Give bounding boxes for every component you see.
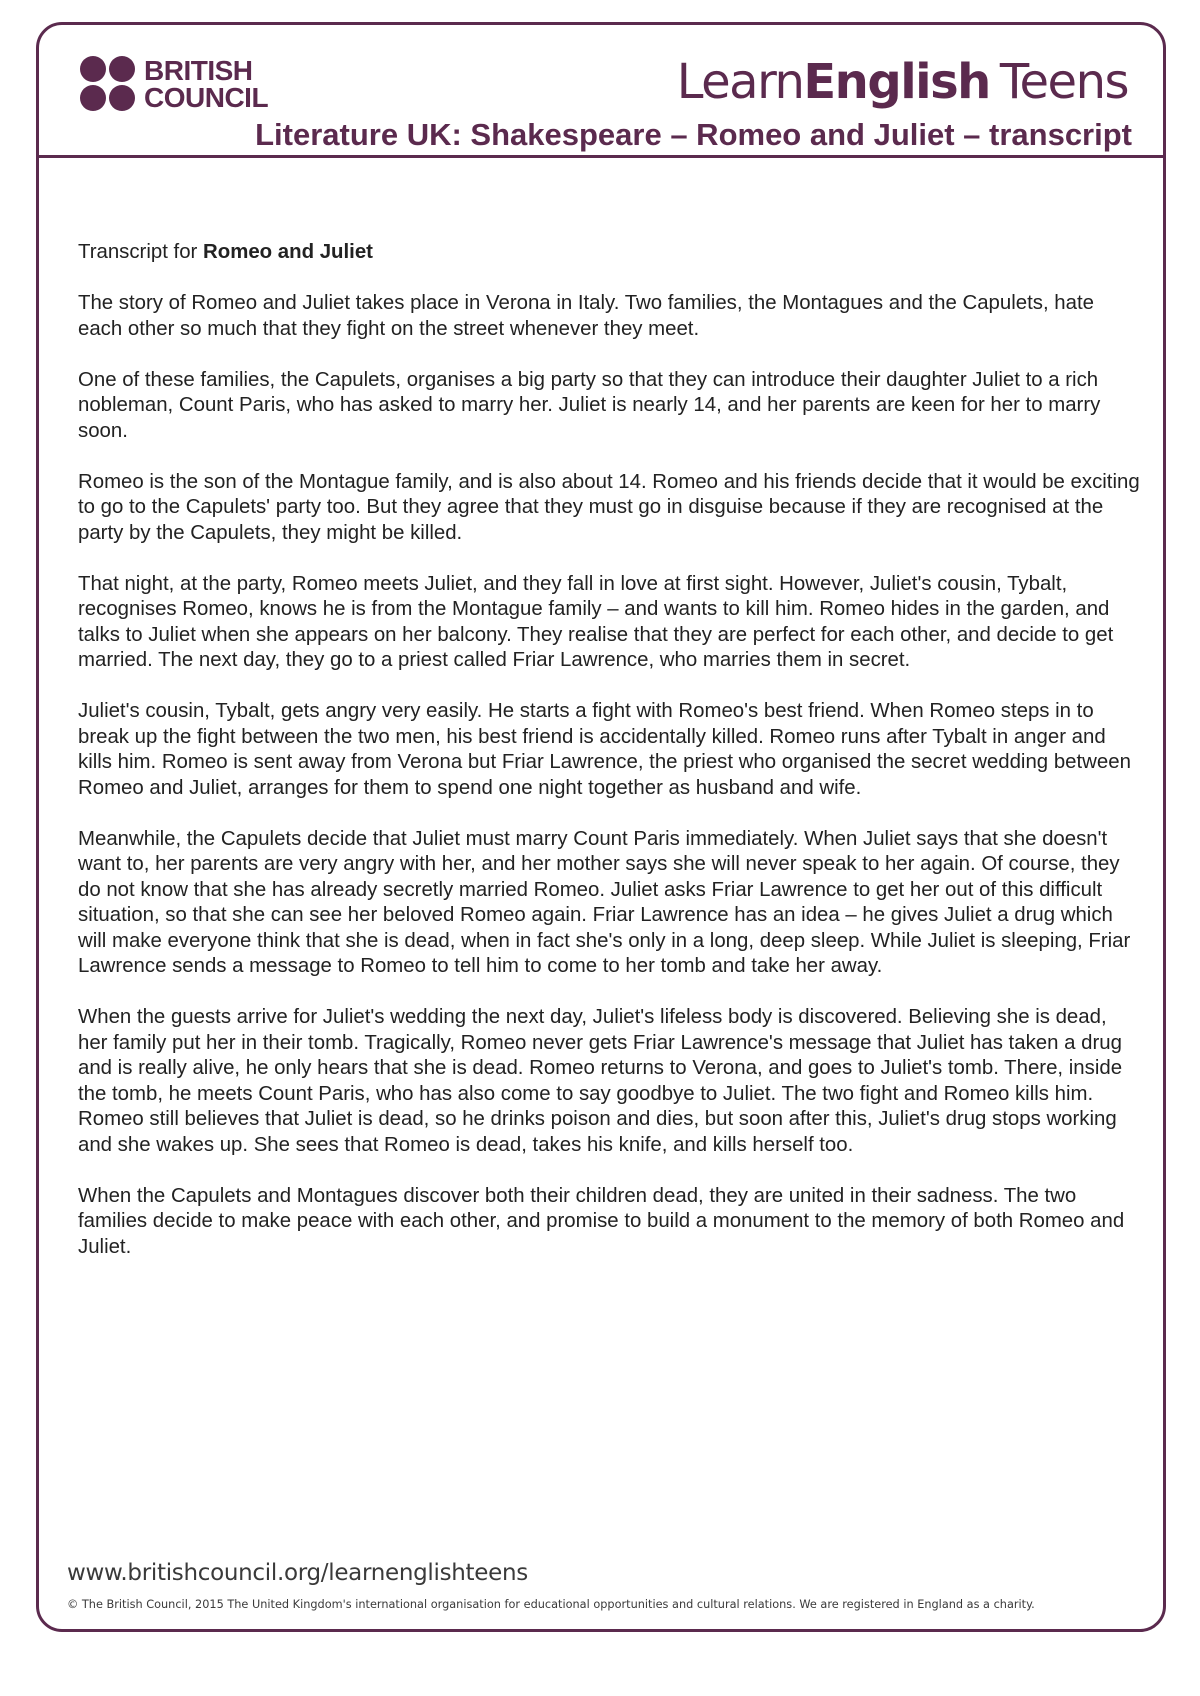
logo-wordmark	[144, 54, 269, 113]
brand-teens: Teens	[999, 54, 1128, 110]
paragraph: When the guests arrive for Juliet's wedding the next day, Juliet's lifeless body is discovered. Believing she is dead, her family put her in their tomb. Tragically, Romeo never gets Friar Lawrence's message that Juliet has taken a drug and is really alive, he only hears that she is dead. Romeo returns to Verona, and goes to Juliet's tomb. There, inside the tomb, he meets Count Paris, who has also come to say goodbye to Juliet. The two fight and Romeo kills him. Romeo still believes that Juliet is dead, so he drinks poison and dies, but soon after this, Juliet's drug stops working and she wakes up. She sees that Romeo is dead, takes his knife, and kills herself too.	[78, 1006, 1123, 1156]
header-divider	[36, 155, 1166, 158]
logo-dot	[109, 85, 135, 111]
document-title: Literature UK: Shakespeare – Romeo and Juliet – transcript	[255, 117, 1132, 152]
paragraph: One of these families, the Capulets, organises a big party so that they can introduce their daughter Juliet to a rich nobleman, Count Paris, who has asked to marry her. Juliet is nearly 14, and her parents are keen for her to marry soon.	[78, 368, 1101, 442]
footer-copyright: © The British Council, 2015 The United Kingdom's international organisation for educational opportunities and cultural relations. We are registered in England as a charity.	[67, 1598, 1035, 1611]
intro-prefix: Transcript for	[78, 241, 204, 263]
logo-line-1: BRITISH	[144, 54, 253, 86]
paragraph: Meanwhile, the Capulets decide that Juliet must marry Count Paris immediately. When Juliet says that she doesn't want to, her parents are very angry with her, and her mother says she will never speak to her again. Of course, they do not know that she has already secretly married Romeo. Juliet asks Friar Lawrence to get her out of this difficult situation, so that she can see her beloved Romeo again. Friar Lawrence has an idea – he gives Juliet a drug which will make everyone think that she is dead, when in fact she's only in a long, deep sleep. While Juliet is sleeping, Friar Lawrence sends a message to Romeo to tell him to come to her tomb and take her away.	[78, 827, 1131, 977]
paragraph: Juliet's cousin, Tybalt, gets angry very easily. He starts a fight with Romeo's best friend. When Romeo steps in to break up the fight between the two men, his best friend is accidentally killed. Romeo runs after Tybalt in anger and kills him. Romeo is sent away from Verona but Friar Lawrence, the priest who organised the secret wedding between Romeo and Juliet, arranges for them to spend one night together as husband and wife.	[78, 700, 1131, 799]
transcript-body	[78, 240, 1140, 1286]
logo-dot	[80, 85, 106, 111]
logo-dot	[109, 56, 135, 82]
logo-dots-icon	[80, 56, 135, 111]
footer-url-link[interactable]: www.britishcouncil.org/learnenglishteens	[67, 1560, 528, 1586]
logo-line-2: COUNCIL	[144, 81, 269, 113]
transcript-intro	[78, 240, 1140, 266]
learnenglish-teens-brand	[677, 54, 1128, 110]
intro-title: Romeo and Juliet	[203, 241, 373, 263]
british-council-logo	[80, 56, 268, 111]
logo-dot	[80, 56, 106, 82]
brand-english: English	[803, 54, 990, 110]
paragraph: When the Capulets and Montagues discover both their children dead, they are united in their sadness. The two families decide to make peace with each other, and promise to build a monument to the memory of both Romeo and Juliet.	[78, 1184, 1125, 1258]
paragraph: That night, at the party, Romeo meets Juliet, and they fall in love at first sight. However, Juliet's cousin, Tybalt, recognises Romeo, knows he is from the Montague family – and wants to kill him. Romeo hides in the garden, and talks to Juliet when she appears on her balcony. They realise that they are perfect for each other, and decide to get married. The next day, they go to a priest called Friar Lawrence, who marries them in secret.	[78, 572, 1114, 671]
paragraph: Romeo is the son of the Montague family, and is also about 14. Romeo and his friends decide that it would be exciting to go to the Capulets' party too. But they agree that they must go in disguise because if they are recognised at the party by the Capulets, they might be killed.	[78, 470, 1140, 544]
brand-learn: Learn	[676, 54, 804, 110]
paragraph: The story of Romeo and Juliet takes place in Verona in Italy. Two families, the Montagues and the Capulets, hate each other so much that they fight on the street whenever they meet.	[78, 292, 1094, 340]
